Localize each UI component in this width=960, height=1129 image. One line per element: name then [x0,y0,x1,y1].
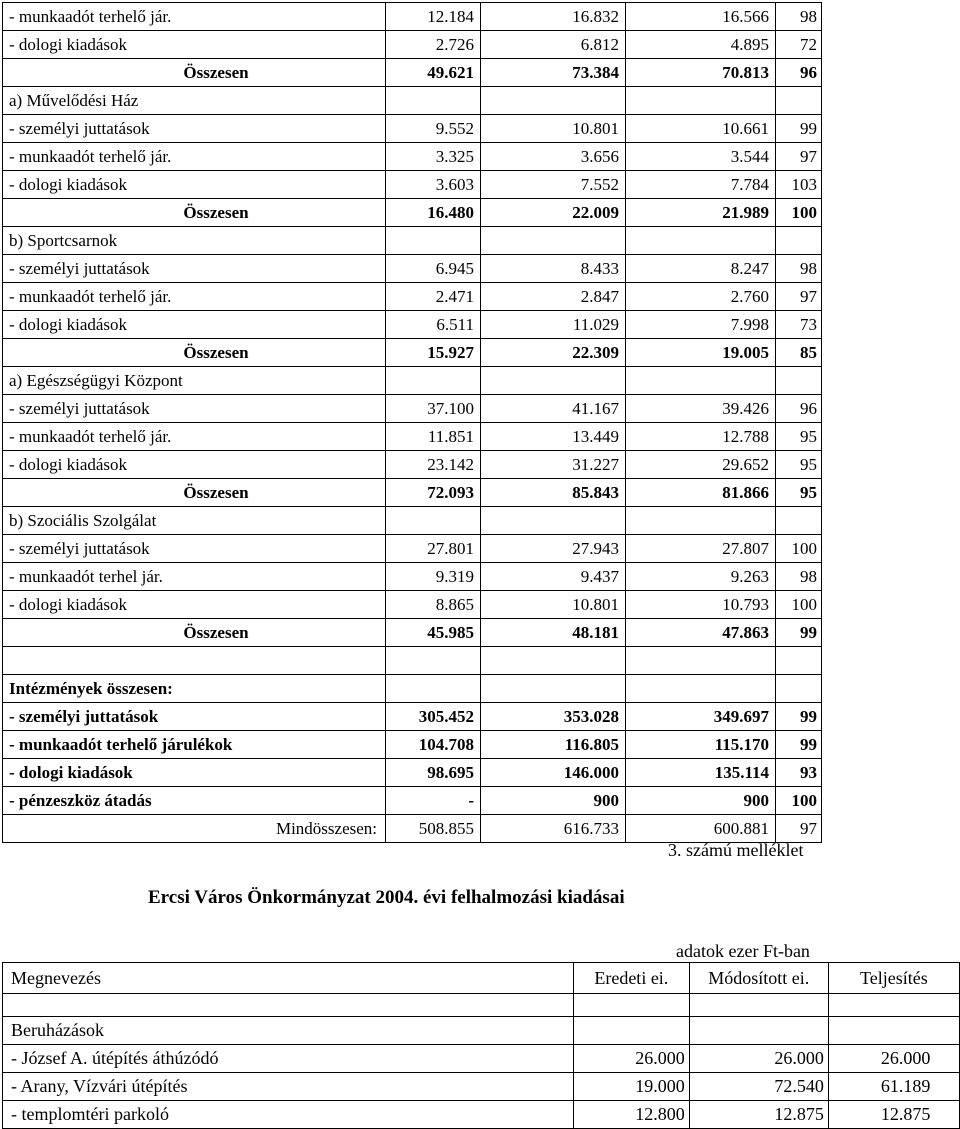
row-label: Mindösszesen: [3,815,386,843]
row-label: - dologi kiadások [3,171,386,199]
completed-value-text: 26.000 [880,1048,931,1068]
original-value: 27.801 [386,535,481,563]
completed-value: 29.652 [626,451,776,479]
spacer-row [3,994,960,1017]
empty-cell [626,227,776,255]
table-row [3,199,822,227]
empty-cell [626,675,776,703]
original-value: 6.945 [386,255,481,283]
row-label: - személyi juttatások [3,535,386,563]
empty-cell [386,675,481,703]
row-label: - templomtéri parkoló [3,1101,574,1129]
table-row [3,171,822,199]
empty-cell [481,367,626,395]
completed-value: 81.866 [626,479,776,507]
modified-value: 16.832 [481,3,626,31]
modified-value: 2.847 [481,283,626,311]
percent-value: 97 [776,815,822,843]
modified-value: 85.843 [481,479,626,507]
table-row [3,815,822,843]
table-row [3,115,822,143]
percent-value: 95 [776,423,822,451]
row-label: - pénzeszköz átadás [3,787,386,815]
modified-value: 22.309 [481,339,626,367]
original-value: 23.142 [386,451,481,479]
percent-value: 95 [776,451,822,479]
percent-value: 98 [776,563,822,591]
modified-value: 31.227 [481,451,626,479]
row-label: Összesen [3,479,386,507]
completed-value [828,1101,959,1129]
percent-value: 99 [776,619,822,647]
completed-value: 600.881 [626,815,776,843]
header-completed: Teljesítés [828,963,959,994]
empty-cell [776,507,822,535]
original-value: 49.621 [386,59,481,87]
percent-value: 99 [776,115,822,143]
modified-value: 3.656 [481,143,626,171]
table-row [3,255,822,283]
empty-cell [386,227,481,255]
table-row [3,647,822,675]
percent-value: 96 [776,395,822,423]
header-original: Eredeti ei. [573,963,689,994]
percent-value: 100 [776,535,822,563]
row-label: - személyi juttatások [3,703,386,731]
percent-value: 72 [776,31,822,59]
completed-value: 115.170 [626,731,776,759]
institution-expenses-table [2,2,822,843]
completed-value: 21.989 [626,199,776,227]
table-row [3,1101,960,1129]
completed-value [828,1045,959,1073]
completed-value: 12.788 [626,423,776,451]
modified-value: 13.449 [481,423,626,451]
original-value: - [386,787,481,815]
table-row [3,339,822,367]
table-row [3,535,822,563]
empty-cell [386,507,481,535]
completed-value: 27.807 [626,535,776,563]
empty-cell [481,647,626,675]
original-value: 37.100 [386,395,481,423]
unit-note: adatok ezer Ft-ban [676,941,810,961]
table-row [3,1073,960,1101]
empty-cell [386,647,481,675]
row-label: Összesen [3,59,386,87]
table-row [3,731,822,759]
original-value: 45.985 [386,619,481,647]
row-label: - munkaadót terhelő jár. [3,283,386,311]
completed-value: 900 [626,787,776,815]
row-label: - munkaadót terhelő jár. [3,3,386,31]
table-row [3,787,822,815]
original-value: 12.800 [573,1101,689,1129]
modified-value: 146.000 [481,759,626,787]
table-row [3,59,822,87]
modified-value: 11.029 [481,311,626,339]
empty-cell [626,647,776,675]
row-label: - személyi juttatások [3,115,386,143]
row-label: - munkaadót terhelő járulékok [3,731,386,759]
modified-value: 7.552 [481,171,626,199]
percent-value: 100 [776,199,822,227]
capital-expenses-table [2,962,960,1129]
modified-value: 22.009 [481,199,626,227]
original-value: 3.603 [386,171,481,199]
row-label: - József A. útépítés áthúzódó [3,1045,574,1073]
table-row [3,227,822,255]
completed-value-text: 61.189 [880,1076,931,1096]
completed-value: 8.247 [626,255,776,283]
header-row [3,963,960,994]
percent-value: 73 [776,311,822,339]
original-value: 15.927 [386,339,481,367]
percent-value: 103 [776,171,822,199]
percent-value: 98 [776,3,822,31]
original-value: 8.865 [386,591,481,619]
percent-value: 95 [776,479,822,507]
row-label: - dologi kiadások [3,451,386,479]
table-row [3,675,822,703]
section-row [3,1017,960,1045]
original-value: 12.184 [386,3,481,31]
empty-cell [626,87,776,115]
table-row [3,619,822,647]
empty-cell [481,507,626,535]
original-value: 9.319 [386,563,481,591]
section-label: b) Sportcsarnok [3,227,386,255]
modified-value: 72.540 [689,1073,828,1101]
empty-cell [776,647,822,675]
row-label: - dologi kiadások [3,591,386,619]
table-row [3,591,822,619]
percent-value: 85 [776,339,822,367]
row-label: - dologi kiadások [3,31,386,59]
completed-value: 39.426 [626,395,776,423]
original-value: 98.695 [386,759,481,787]
table-row [3,87,822,115]
table-row [3,507,822,535]
modified-value: 116.805 [481,731,626,759]
percent-value: 98 [776,255,822,283]
original-value: 72.093 [386,479,481,507]
section-label: a) Művelődési Ház [3,87,386,115]
original-value: 16.480 [386,199,481,227]
completed-value: 19.005 [626,339,776,367]
original-value: 9.552 [386,115,481,143]
section-label: Intézmények összesen: [3,675,386,703]
row-label: - személyi juttatások [3,395,386,423]
completed-value: 4.895 [626,31,776,59]
modified-value: 27.943 [481,535,626,563]
row-label: Összesen [3,339,386,367]
original-value: 2.471 [386,283,481,311]
table-row [3,367,822,395]
original-value: 305.452 [386,703,481,731]
table-row [3,423,822,451]
original-value: 11.851 [386,423,481,451]
modified-value: 616.733 [481,815,626,843]
table-row [3,703,822,731]
original-value: 2.726 [386,31,481,59]
table-row [3,311,822,339]
completed-value: 2.760 [626,283,776,311]
modified-value: 9.437 [481,563,626,591]
empty-cell [386,87,481,115]
table-row [3,3,822,31]
percent-value: 97 [776,143,822,171]
percent-value: 93 [776,759,822,787]
table-row [3,283,822,311]
original-value: 26.000 [573,1045,689,1073]
completed-value: 10.661 [626,115,776,143]
table-row [3,759,822,787]
completed-value: 135.114 [626,759,776,787]
modified-value: 12.875 [689,1101,828,1129]
percent-value: 100 [776,787,822,815]
empty-cell [776,87,822,115]
completed-value: 7.784 [626,171,776,199]
empty-cell [3,647,386,675]
completed-value-text: 12.875 [880,1104,931,1124]
table-row [3,479,822,507]
row-label: - munkaadót terhelő jár. [3,423,386,451]
table-row [3,395,822,423]
table-row [3,143,822,171]
modified-value: 73.384 [481,59,626,87]
percent-value: 96 [776,59,822,87]
row-label: - dologi kiadások [3,311,386,339]
original-value: 3.325 [386,143,481,171]
empty-cell [386,367,481,395]
row-label: - Arany, Vízvári útépítés [3,1073,574,1101]
table-row [3,1045,960,1073]
page-title: Ercsi Város Önkormányzat 2004. évi felhalmozási kiadásai [148,887,625,908]
empty-cell [481,675,626,703]
percent-value: 99 [776,703,822,731]
completed-value: 349.697 [626,703,776,731]
empty-cell [481,227,626,255]
completed-value: 47.863 [626,619,776,647]
section-label: a) Egészségügyi Központ [3,367,386,395]
table-row [3,563,822,591]
modified-value: 10.801 [481,115,626,143]
completed-value: 16.566 [626,3,776,31]
modified-value: 41.167 [481,395,626,423]
original-value: 6.511 [386,311,481,339]
row-label: Összesen [3,619,386,647]
completed-value: 7.998 [626,311,776,339]
completed-value: 10.793 [626,591,776,619]
section-label: b) Szociális Szolgálat [3,507,386,535]
empty-cell [626,367,776,395]
percent-value: 100 [776,591,822,619]
percent-value: 97 [776,283,822,311]
completed-value: 70.813 [626,59,776,87]
empty-cell [626,507,776,535]
modified-value: 353.028 [481,703,626,731]
modified-value: 26.000 [689,1045,828,1073]
modified-value: 6.812 [481,31,626,59]
modified-value: 8.433 [481,255,626,283]
modified-value: 48.181 [481,619,626,647]
header-modified: Módosított ei. [689,963,828,994]
row-label: - dologi kiadások [3,759,386,787]
empty-cell [776,367,822,395]
percent-value: 99 [776,731,822,759]
header-name: Megnevezés [3,963,574,994]
original-value: 104.708 [386,731,481,759]
table-row [3,451,822,479]
section-label: Beruházások [3,1017,574,1045]
modified-value: 900 [481,787,626,815]
original-value: 508.855 [386,815,481,843]
modified-value: 10.801 [481,591,626,619]
annex-label: 3. számú melléklet [668,840,804,860]
empty-cell [776,227,822,255]
original-value: 19.000 [573,1073,689,1101]
completed-value: 9.263 [626,563,776,591]
row-label: - munkaadót terhel jár. [3,563,386,591]
row-label: - munkaadót terhelő jár. [3,143,386,171]
empty-cell [481,87,626,115]
completed-value: 3.544 [626,143,776,171]
table-row [3,31,822,59]
empty-cell [776,675,822,703]
completed-value [828,1073,959,1101]
row-label: - személyi juttatások [3,255,386,283]
row-label: Összesen [3,199,386,227]
